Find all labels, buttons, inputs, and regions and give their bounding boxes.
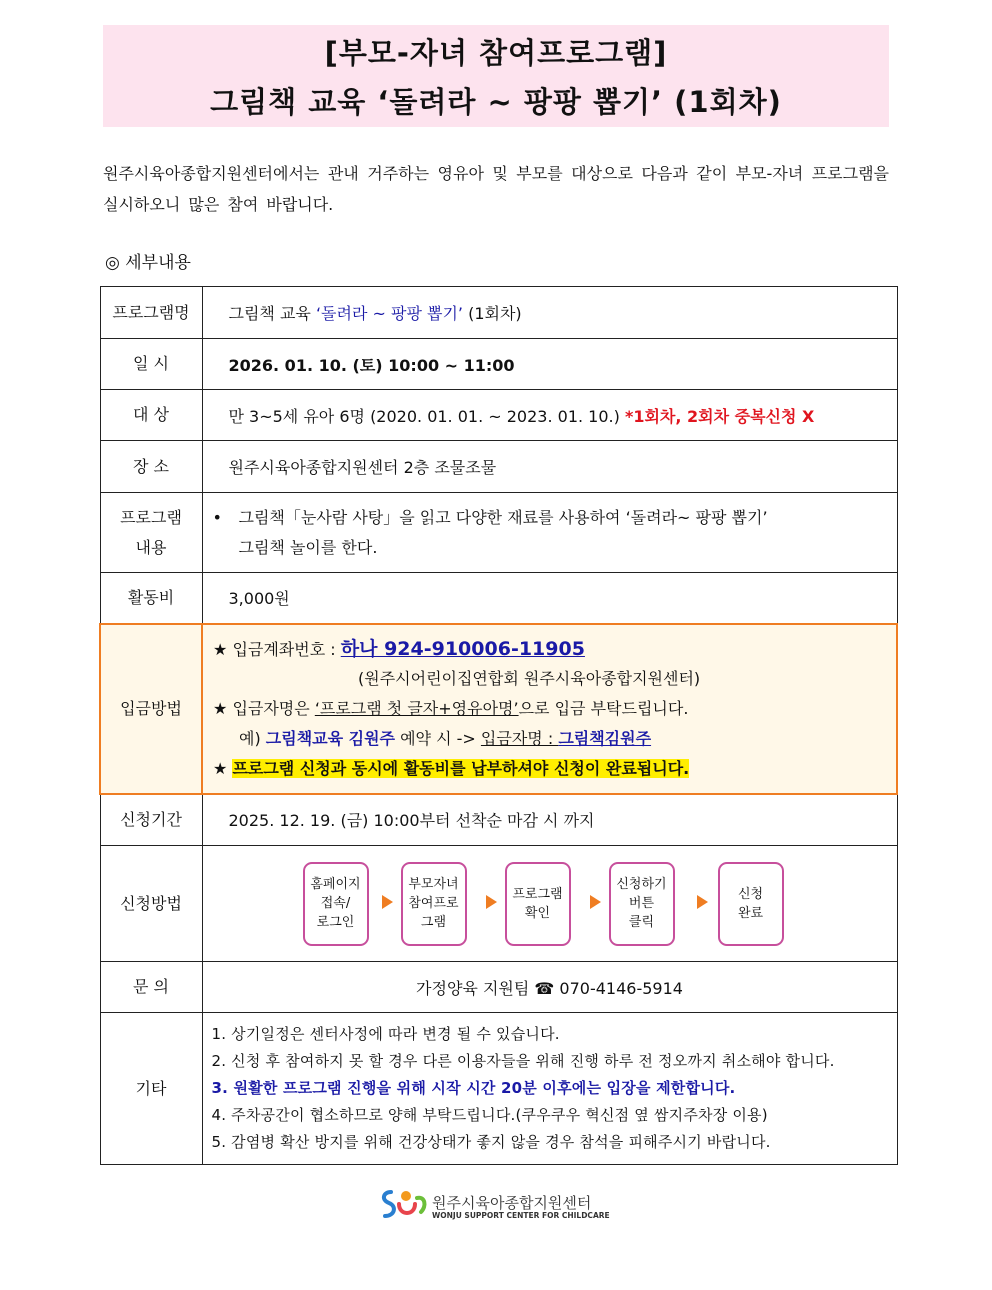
account-holder: (원주시어린이집연합회 원주시육아종합지원센터) bbox=[358, 668, 701, 688]
example-name: 그림책교육 김원주 bbox=[265, 728, 396, 748]
payment-account-line bbox=[203, 634, 896, 664]
step-box-3 bbox=[505, 862, 571, 946]
footer-org-name-en: WONJU SUPPORT CENTER FOR CHILDCARE bbox=[432, 1211, 610, 1220]
depositor-prefix: 입금자명은 bbox=[232, 698, 315, 718]
content-line2: 그림책 놀이를 한다. bbox=[238, 537, 378, 557]
step-2-text: 참여프로 bbox=[408, 896, 459, 911]
arrow-right-icon bbox=[382, 895, 393, 909]
label-fee: 활동비 bbox=[100, 573, 202, 624]
target-text: 만 3~5세 유아 6명 (2020. 01. 01. ~ 2023. 01. 10.) bbox=[228, 406, 625, 426]
label-inquiry: 문 의 bbox=[100, 962, 202, 1013]
example-mid: 예약 시 -> bbox=[395, 728, 481, 748]
label-target: 대 상 bbox=[100, 390, 202, 441]
step-3-text: 확인 bbox=[524, 905, 551, 921]
depositor-suffix: 으로 입금 부탁드립니다. bbox=[518, 698, 689, 718]
row-location bbox=[100, 441, 897, 493]
step-5-text: 신청 bbox=[737, 886, 764, 902]
page-title-line1: [부모-자녀 참여프로그램] bbox=[324, 36, 668, 70]
label-datetime: 일 시 bbox=[100, 339, 202, 390]
etc-item-3: 3. 원활한 프로그램 진행을 위해 시작 시간 20분 이후에는 입장을 제한합니다. bbox=[211, 1079, 736, 1097]
step-5-text: 완료 bbox=[737, 905, 764, 921]
value-period: 2025. 12. 19. (금) 10:00부터 선착순 마감 시 까지 bbox=[202, 794, 897, 846]
step-3-text: 프로그램 bbox=[512, 886, 563, 902]
row-fee bbox=[100, 573, 897, 624]
value-program-name bbox=[202, 287, 897, 339]
star-icon: ★ bbox=[213, 698, 228, 718]
content-line1: 그림책「눈사람 사탕」을 읽고 다양한 재료를 사용하여 ‘돌려라~ 팡팡 뽑기’ bbox=[238, 507, 768, 527]
star-icon: ★ bbox=[213, 639, 228, 659]
row-content bbox=[100, 493, 897, 573]
footer-org-name: 원주시육아종합지원센터 bbox=[432, 1194, 592, 1212]
page-title-line2: 그림책 교육 ‘돌려라 ~ 팡팡 뽑기’ (1회차) bbox=[210, 85, 782, 119]
step-2-text: 부모자녀 bbox=[408, 877, 459, 892]
section-heading: ◎ 세부내용 bbox=[105, 253, 191, 273]
value-fee: 3,000원 bbox=[202, 573, 897, 624]
label-etc: 기타 bbox=[100, 1013, 202, 1165]
arrow-right-icon bbox=[697, 895, 708, 909]
depositor-format: ‘프로그램 첫 글자+영유아명’ bbox=[314, 698, 519, 718]
row-method bbox=[100, 846, 897, 962]
value-datetime: 2026. 01. 10. (토) 10:00 ~ 11:00 bbox=[202, 339, 897, 390]
label-content-line2: 내용 bbox=[135, 537, 167, 557]
arrow-right-icon bbox=[486, 895, 497, 909]
payment-example-line bbox=[203, 724, 896, 754]
program-name-prefix: 그림책 교육 bbox=[228, 304, 316, 323]
value-method bbox=[202, 846, 897, 962]
label-content bbox=[100, 493, 202, 573]
step-box-2 bbox=[401, 862, 467, 946]
program-name-highlight: ‘돌려라 ~ 팡팡 뽑기’ bbox=[315, 304, 463, 323]
value-etc bbox=[202, 1013, 897, 1165]
value-payment bbox=[202, 624, 897, 794]
etc-item-4: 4. 주차공간이 협소하므로 양해 부탁드립니다.(쿠우쿠우 혁신점 옆 쌈지주차장 이용) bbox=[211, 1106, 768, 1124]
row-inquiry bbox=[100, 962, 897, 1013]
payment-depositor-line bbox=[203, 694, 896, 724]
application-steps bbox=[203, 847, 897, 961]
etc-item-1: 1. 상기일정은 센터사정에 따라 변경 될 수 있습니다. bbox=[211, 1025, 560, 1043]
account-label: 입금계좌번호 : bbox=[232, 639, 341, 659]
payment-notice: 프로그램 신청과 동시에 활동비를 납부하셔야 신청이 완료됩니다. bbox=[232, 758, 690, 778]
etc-item-5: 5. 감염병 확산 방지를 위해 건강상태가 좋지 않을 경우 참석을 피해주시기 바랍니다. bbox=[211, 1133, 771, 1151]
content-bullet: • bbox=[212, 507, 222, 527]
step-4-text: 클릭 bbox=[628, 915, 655, 930]
soi-logo-icon bbox=[377, 1186, 429, 1222]
value-content bbox=[202, 493, 897, 573]
etc-item-2: 2. 신청 후 참여하지 못 할 경우 다른 이용자들을 위해 진행 하루 전 정오까지 취소해야 합니다. bbox=[211, 1052, 835, 1070]
value-inquiry: 가정양육 지원팀 ☎ 070-4146-5914 bbox=[202, 962, 897, 1013]
step-4-text: 버튼 bbox=[628, 896, 655, 911]
label-period: 신청기간 bbox=[100, 794, 202, 846]
example-result-label: 입금자명 : bbox=[480, 728, 559, 748]
step-4-text: 신청하기 bbox=[616, 877, 667, 892]
step-box-1 bbox=[303, 862, 369, 946]
payment-notice-line bbox=[203, 754, 896, 784]
details-table bbox=[99, 286, 898, 1165]
label-location: 장 소 bbox=[100, 441, 202, 493]
step-1-text: 접속/ bbox=[320, 896, 351, 911]
label-content-line1: 프로그램 bbox=[120, 507, 182, 527]
step-box-4 bbox=[609, 862, 675, 946]
title-banner bbox=[103, 25, 889, 127]
row-payment bbox=[100, 624, 897, 794]
arrow-right-icon bbox=[590, 895, 601, 909]
row-datetime bbox=[100, 339, 897, 390]
intro-paragraph: 원주시육아종합지원센터에서는 관내 거주하는 영유아 및 부모를 대상으로 다음과 같이 부모-자녀 프로그램을 실시하오니 많은 참여 바랍니다. bbox=[103, 164, 889, 214]
step-1-text: 홈페이지 bbox=[310, 877, 361, 892]
row-period bbox=[100, 794, 897, 846]
example-result: 그림책김원주 bbox=[558, 728, 652, 748]
target-note: *1회차, 2회차 중복신청 X bbox=[624, 406, 815, 426]
star-icon: ★ bbox=[213, 758, 228, 778]
value-target bbox=[202, 390, 897, 441]
label-program-name: 프로그램명 bbox=[100, 287, 202, 339]
row-etc bbox=[100, 1013, 897, 1165]
row-program-name bbox=[100, 287, 897, 339]
program-name-suffix: (1회차) bbox=[462, 304, 522, 323]
step-1-text: 로그인 bbox=[316, 915, 355, 930]
account-number: 하나 924-910006-11905 bbox=[340, 637, 585, 660]
value-location: 원주시육아종합지원센터 2층 조물조물 bbox=[202, 441, 897, 493]
label-payment: 입금방법 bbox=[100, 624, 202, 794]
step-box-5 bbox=[718, 862, 784, 946]
example-prefix: 예) bbox=[239, 728, 266, 748]
row-target bbox=[100, 390, 897, 441]
step-2-text: 그램 bbox=[420, 915, 447, 930]
label-method: 신청방법 bbox=[100, 846, 202, 962]
